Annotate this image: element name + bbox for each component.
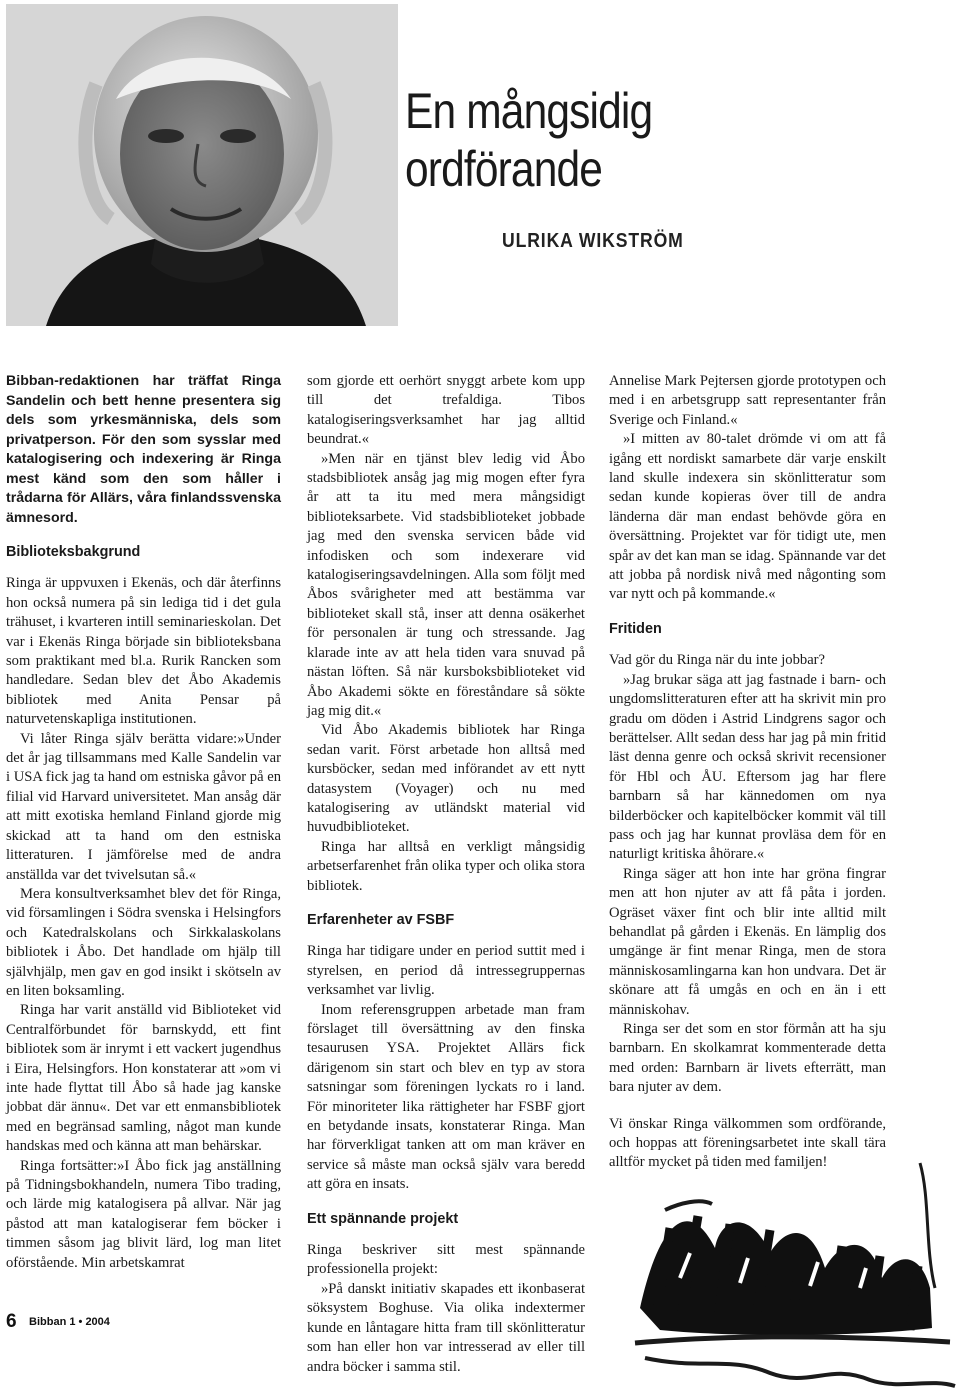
column-3 — [609, 372, 886, 1173]
body-paragraph: Ringa är uppvuxen i Ekenäs, och där återfinns hon också numera på sin lediga tid i det gula trähuset, i kvarteren intill seminarieskolan. Det var i Ekenäs Ringa började sin biblioteksbana som praktikant med bl.a. Rurik Rancken som handledare. Sedan blev det Åbo Akademis bibliotek med Anita Pensar på naturvetenskapliga institutionen. — [6, 575, 281, 728]
body-paragraph: Inom referensgruppen arbetade man fram förslaget till översättning av den finska tesaurusen YSA. Projektet Allärs fick därigenom sin start och blev en typ av stora satsningar som föreningen lyckats ro i land. För minoriteter lika rättigheter har FSBF gjort en betydande insats, konstaterar Ringa. Man har förverkligat tanken att om man kräver en service så måste man också själv vara beredd att göra en insats. — [307, 1001, 585, 1193]
body-paragraph: Annelise Mark Pejtersen gjorde prototypen och med i en arbetsgrupp satt representanter från Sverige och Finland.« — [609, 373, 886, 428]
column-2 — [307, 372, 585, 1377]
body-paragraph: Ringa har tidigare under en period suttit med i styrelsen, en period då intressegruppernas verksamhet var livlig. — [307, 943, 585, 999]
body-paragraph: Vid Åbo Akademis bibliotek har Ringa sedan varit. Först arbetade hon alltså med kursböcker, sedan med införandet av ett nytt datasystem (Voyager) och nu med katalogisering av utländskt material vid huvudbiblioteket. — [307, 722, 585, 836]
subheading-fritiden: Fritiden — [609, 620, 662, 637]
body-paragraph: »Men när en tjänst blev ledig vid Åbo stadsbibliotek ansåg jag mig mogen efter fyra år att ta itu med mera mångsidigt biblioteksarbete. Vid stadsbiblioteket jobbade jag med den svenska servicen både vid infodisken och som indexerare vid katalogiseringsavdelningen. Alla som följt med Åbos svårigheter med att bestämma var biblioteket skall stå, inser att denna osäkerhet för personalen är tung och stressande. Jag klarade inte av att hela tiden vara snuvad på nästan löften. Så när kursboksbiblioteket vid Åbo Akademi sökte en föreståndare så sökte jag mig dit.« — [307, 450, 585, 719]
title-line-2: ordförande — [405, 141, 603, 197]
body-paragraph: Mera konsultverksamhet blev det för Ringa, vid församlingen i Södra svenska i Helsingfors och Katedralskolans och Sirkkalaskolans bibliotek i Åbo. Det handlade om hjälp till självhjälp, men gav en god insikt i skötseln av en liten boksamling. — [6, 885, 281, 999]
body-paragraph: Vi låter Ringa själv berätta vidare:»Under det år jag tillsammans med Kalle Sandelin var i USA fick jag ta hand om estniska gåvor på en filial vid Harvard universitetet. Man ansåg där att mitt exotiska hemland Finland gjorde mig skickad att ta hand om den estniska litteraturen. I jämförelse med de andra anställda var det tvivelsutan så.« — [6, 730, 281, 883]
author-name: ULRIKA WIKSTRÖM — [502, 230, 684, 252]
brush-painting-icon — [620, 1158, 960, 1394]
column-1 — [6, 372, 281, 1273]
body-paragraph: som gjorde ett oerhört snyggt arbete kom upp till det trefaldiga. Tibos katalogiseringsverksamhet har jag alltid beundrat.« — [307, 373, 585, 448]
body-paragraph: Ringa ser det som en stor förmån att ha sju barnbarn. En skolkamrat kommenterade detta med orden: Barnbarn är livets efterrätt, man bara njuter av dem. — [609, 1021, 886, 1096]
body-paragraph: »Jag brukar säga att jag fastnade i barn- och ungdomslitteraturen efter att ha skrivit min pro gradu om döden i Astrid Lindgrens sagor och berättelser. Allt sedan dess har jag på min fritid läst denna genre och också skrivit recensioner för Hbl och ÅU. Eftersom jag har flere barnbarn så har kännedomen om nya bilderböcker och kapitelböcker kommit väl till pass och jag har kunnat provläsa dem för en naturligt kritiska åhörare.« — [609, 671, 886, 863]
subheading-biblioteksbakgrund: Biblioteksbakgrund — [6, 544, 141, 560]
body-paragraph: Ringa beskriver sitt mest spännande professionella projekt: — [307, 1242, 585, 1278]
closing-paragraph: Vi önskar Ringa välkommen som ordförande, och hoppas att föreningsarbetet inte skall tära alltför mycket på tiden med familjen! — [609, 1115, 886, 1171]
body-paragraph: Vad gör du Ringa när du inte jobbar? — [609, 652, 826, 669]
body-paragraph: Ringa säger att hon inte har gröna fingrar men att hon njuter av att få påta i jorden. Ogräset växer fint och blir inte alltid milt behandlat på gården i Ekenäs. En lämplig dos umgänge är fint menar Ringa, men de stora människosamlingarna kan hon undvara. Det är skönare att få umgås en och en än i ett människohav. — [609, 865, 886, 1018]
lead-paragraph: Bibban-redaktionen har träffat Ringa Sandelin och bett henne presentera sig dels som yrkesmänniska, dels som privatperson. För den som sysslar med katalogisering och indexering är Ringa mest känd som den som håller i trådarna för Allärs, våra finlandssvenska ämnesord. — [6, 373, 281, 526]
subheading-erfarenheter: Erfarenheter av FSBF — [307, 911, 455, 928]
body-paragraph: »I mitten av 80-talet drömde vi om att få igång ett nordiskt samarbete där varje enskilt land skulle indexera sin skönlitteratur som sedan kunde kopieras över till de andra länderna där man endast behövde göra en översättning. Projektet var för tidigt ute, men spår av det kan man se idag. Spännande var det att jobba på nordisk nivå med någonting som var nytt och på kommande.« — [609, 431, 886, 603]
portrait-photo — [6, 4, 398, 326]
body-paragraph: Ringa har alltså en verkligt mångsidig arbetserfarenhet från olika typer och olika stora bibliotek. — [307, 838, 585, 894]
body-paragraph: Ringa har varit anställd vid Biblioteket vid Centralförbundet för barnskydd, ett fint bibliotek som är inrymt i ett vackert jugendhus i Eira, Helsingfors. Hon konstaterar att »om vi inte hade flyttat till Åbo så hade jag kanske jobbat där ännu«. Det var ett enmansbibliotek med en begränsad samling, något man kunde handskas med och känna att man behärskar. — [6, 1002, 281, 1155]
title-line-1: En mångsidig — [405, 83, 653, 139]
body-paragraph: »På danskt initiativ skapades ett ikonbaserat söksystem Boghuse. Via olika indextermer kunde en låntagare hitta fram till skönlitteratur som han eller hon var intresserad av eller till andra böcker i samma stil. — [307, 1280, 585, 1375]
body-paragraph: Ringa fortsätter:»I Åbo fick jag anställning på Tidningsbokhandeln, numera Tibo trading, och lärde mig katalogisera på allvar. När jag påstod att man katalogiserar fem böcker i timmen såsom jag blivit lärd, log man litet oförstående. Min arbetskamrat — [6, 1157, 281, 1271]
subheading-projekt: Ett spännande projekt — [307, 1210, 459, 1227]
publication-name: Bibban 1 • 2004 — [29, 1316, 110, 1328]
article-title — [405, 82, 728, 198]
page-number: 6 — [6, 1311, 17, 1332]
page-footer — [6, 1311, 110, 1333]
